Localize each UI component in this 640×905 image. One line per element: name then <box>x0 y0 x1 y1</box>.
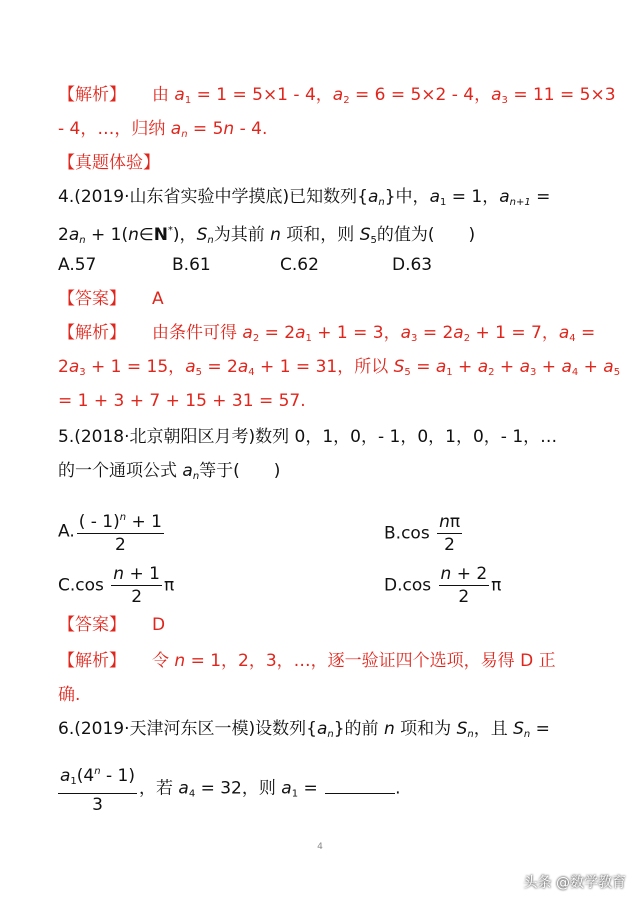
q4-option-a: A.57 <box>58 255 97 275</box>
q4-answer <box>58 288 164 310</box>
answer-value: D <box>152 615 166 635</box>
solution-line-2: - 4，…，归纳 $a_n = 5n - 4$. <box>58 119 268 140</box>
page-number: 4 <box>317 842 323 852</box>
q6-line-1: 6.(2019·天津河东区一模)设数列$\{a_n\}$的前 n 项和为 $S_n$，且 $S_n$ = <box>58 719 550 740</box>
answer-tag: 【答案】 <box>58 615 126 635</box>
q4-option-c: C.62 <box>280 255 319 275</box>
q5-option-a: A. $\frac{( - 1)^n + 1}{2}$ <box>58 512 162 555</box>
q4-solution-line-1: 【解析】 由条件可得 $a_2 = 2a_1 + 1 = 3$，$a_3 = 2a_2 + 1 = 7$，$a_4$ = <box>58 323 596 344</box>
q5-option-b: B.cos $\frac{n\pi}{2}$ <box>384 512 461 555</box>
q5-option-c: C.cos $\frac{n + 1}{2}$ π <box>58 564 175 607</box>
jiexi-tag: 【解析】 <box>58 651 126 671</box>
answer-blank <box>325 779 395 794</box>
q6-line-2: $\frac{a_1(4^n - 1)}{3}$ ，若 $a_4 = 32$，则 $a_1$ = . <box>60 766 401 815</box>
q4-solution-line-3: = 1 + 3 + 7 + 15 + 31 = 57. <box>58 391 306 411</box>
answer-value: A <box>152 289 164 309</box>
jiexi-tag: 【解析】 <box>58 323 126 343</box>
jiexi-tag: 【解析】 <box>58 85 126 105</box>
q4-line-1: 4.(2019·山东省实验中学摸底)已知数列$\{a_n\}$中，$a_1 = 1$，$a_{n+1}$ = <box>58 187 551 208</box>
q4-solution-line-2: $2a_3 + 1 = 15$，$a_5 = 2a_4 + 1 = 31$，所以 $S_5 = a_1 + a_2 + a_3 + a_4 + a_5$ <box>58 357 621 378</box>
q5-line-2: 的一个通项公式 $a_n$等于( ) <box>58 461 281 482</box>
q5-solution-line-2: 确. <box>58 685 81 705</box>
q5-answer <box>58 614 165 636</box>
watermark: 头条 @数学教育 <box>523 875 626 891</box>
q4-option-d: D.63 <box>392 255 433 275</box>
q4-line-2: $2a_n$ + 1(n∈N*)，$S_n$为其前 n 项和，则 $S_5$的值为( ) <box>58 225 476 246</box>
q5-solution-line-1: 【解析】 令 n = 1，2，3，…，逐一验证四个选项，易得 D 正 <box>58 651 556 671</box>
q5-line-1: 5.(2018·北京朝阳区月考)数列 0，1，0，- 1，0，1，0，- 1，… <box>58 427 558 447</box>
q4-option-b: B.61 <box>172 255 211 275</box>
answer-tag: 【答案】 <box>58 289 126 309</box>
solution-line-1: 【解析】 由 $a_1 = 1 = 5\times 1 - 4$，$a_2 = 6 = 5\times 2 - 4$，$a_3 = 11 = 5\times 3$ <box>58 85 616 106</box>
q5-option-d: D.cos $\frac{n + 2}{2}$ π <box>384 564 502 607</box>
section-heading-zhenti: 【真题体验】 <box>58 153 160 173</box>
